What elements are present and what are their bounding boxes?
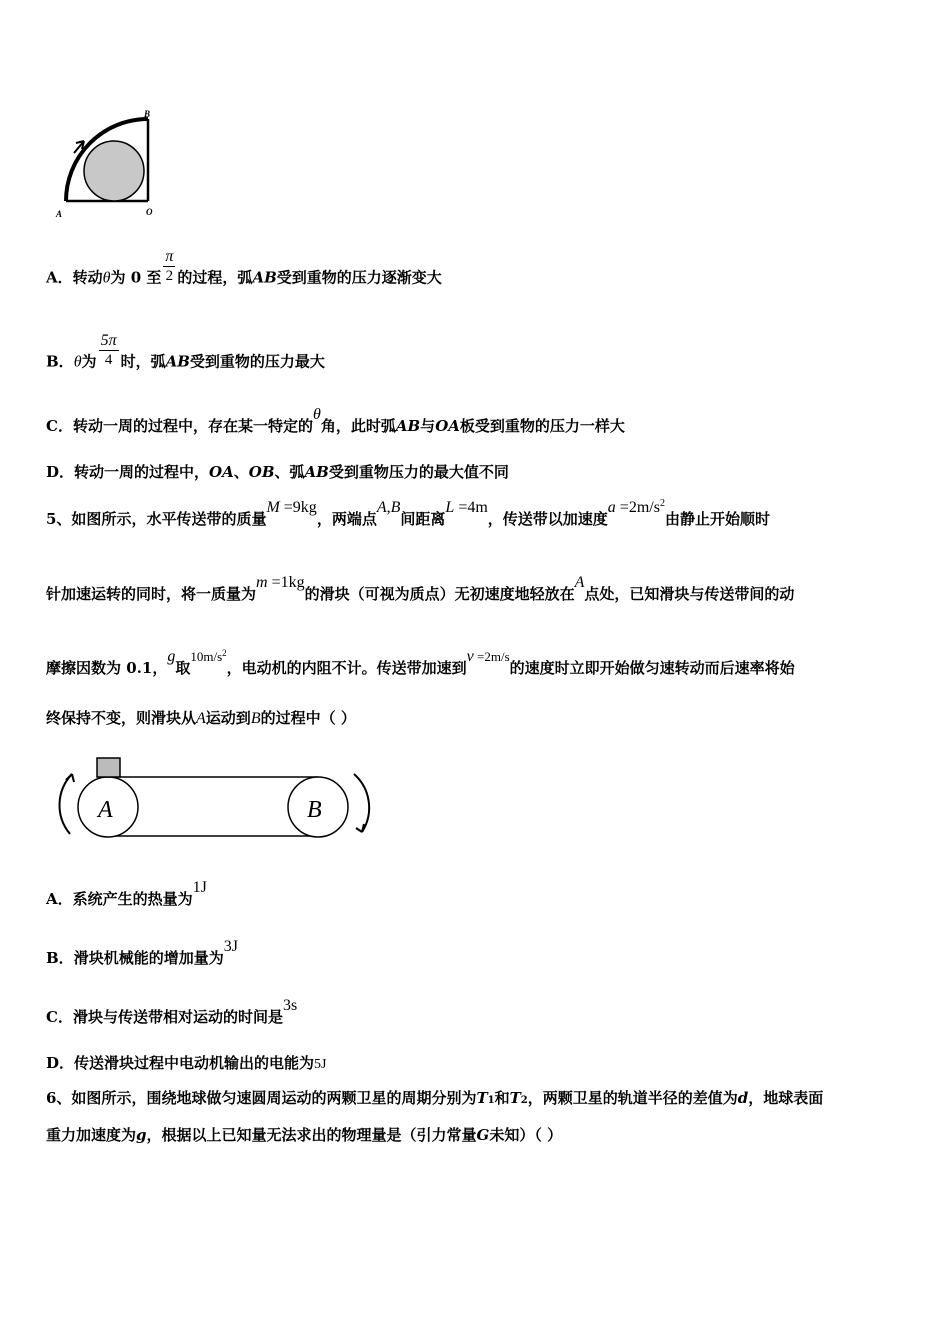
option-a-q4: A．转动θ为 0 至 $\frac{\pi}{2}$ 的过程，弧AB受到重物的压力逐渐变大	[46, 248, 442, 287]
q5-line-2: 针加速运转的同时，将一质量为m =1kg的滑块（可视为质点）无初速度地轻放在A点处，已知滑块与传送带间的动	[46, 574, 795, 603]
figure-quarter-arc	[52, 105, 162, 223]
label-b: B	[144, 109, 151, 119]
q5-line-1: 5、如图所示，水平传送带的质量M =9kg，两端点A,B间距离L =4m，传送带以加速度$a =2m/s^2$由静止开始顺时	[46, 498, 770, 528]
label-a: A	[56, 209, 63, 219]
option-c-q4: C．转动一周的过程中，存在某一特定的θ角，此时弧AB与OA板受到重物的压力一样大	[46, 406, 625, 435]
slider-block	[97, 758, 120, 777]
option-d-q4: D．转动一周的过程中，OA、OB、弧AB受到重物压力的最大值不同	[46, 463, 509, 481]
q6-line-2: 重力加速度为g，根据以上已知量无法求出的物理量是（引力常量G未知）（ ）	[46, 1126, 563, 1144]
q6-line-1: 6、如图所示，围绕地球做匀速圆周运动的两颗卫星的周期分别为T1和T2，两颗卫星的轨道半径的差值为d，地球表面	[46, 1089, 824, 1107]
ball	[84, 141, 144, 201]
option-c-q5: C．滑块与传送带相对运动的时间是3s	[46, 997, 298, 1026]
option-b-q5: B．滑块机械能的增加量为3J	[46, 938, 238, 967]
pulley-b-label: B	[307, 797, 322, 823]
label-o: O	[146, 207, 153, 217]
q5-line-3: 摩擦因数为 0.1，g取$10m/s^2$，电动机的内阻不计。传送带加速到v =2m/s的速度时立即开始做匀速转动而后速率将始	[46, 648, 795, 677]
q5-line-4: 终保持不变，则滑块从A运动到B的过程中（ ）	[46, 709, 356, 727]
option-d-q5: D．传送滑块过程中电动机输出的电能为5J	[46, 1054, 327, 1072]
figure-conveyor-belt	[52, 752, 374, 842]
rotation-arrow-left-icon	[60, 774, 72, 834]
fraction-pi-over-2: $\frac{\pi}{2}$	[165, 248, 174, 284]
option-b-q4: B．θ为 $\frac{5\pi}{4}$ 时，弧AB受到重物的压力最大	[46, 332, 325, 371]
pulley-a-label: A	[98, 797, 113, 823]
rotation-arrow-right-icon	[354, 774, 369, 832]
fraction-5pi-over-4: $\frac{5\pi}{4}$	[100, 332, 117, 368]
option-a-q5: A．系统产生的热量为1J	[46, 879, 207, 908]
